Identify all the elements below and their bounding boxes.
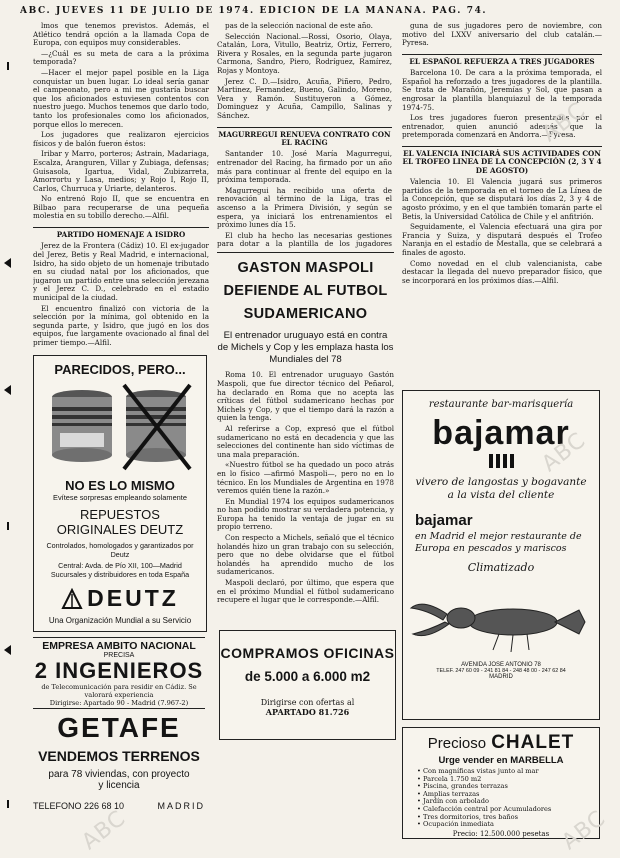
margin-marker (4, 258, 11, 268)
piston-illustration (34, 377, 206, 477)
ad-line: APARTADO 81.726 (265, 707, 350, 717)
article-headline: MAGURREGUI RENUEVA CONTRATO CON EL RACING (217, 127, 392, 148)
ad-line: PRECISA (103, 652, 135, 659)
deutz-brand: DEUTZ (87, 585, 179, 611)
paragraph: Magurregui ha recibido una oferta de renovación al término de la Liga, tras el ascenso a la Primera División, y según se espera, ya iniciará los entrenamientos el próximo lunes día 15. (217, 185, 392, 230)
ad-subtitle: Urge vender en MARBELLA (438, 755, 564, 766)
ad-line: VENDEMOS TERRENOS (38, 748, 200, 764)
paragraph: Barcelona 10. De cara a la próxima temporada, el Español ha reforzado a tres jugadores de la plantilla. Se trata de Marañón, Jeremías y Sol, que pasan a engrosar la plantilla blanquiazul de la temporada 1974-75. (402, 68, 602, 112)
paragraph: Santander 10. José María Magurregui, entrenador del Racing, ha firmado por un año más para continuar al frente del equipo en la próxima temporada. (217, 149, 392, 185)
paragraph: pas de la selección nacional de este año. (225, 22, 373, 30)
ad-phones: TELEF. 247 60 09 - 241 81 84 - 248 48 00 - 247 62 84 (436, 668, 566, 674)
lobster-illustration (403, 578, 599, 662)
ad-footer: Una Organización Mundial a su Servicio (48, 616, 192, 625)
deutz-logo-icon (61, 588, 83, 610)
paragraph: Roma 10. El entrenador uruguayo Gastón Maspoli, que fue director técnico del Peñarol, ha declarado en Roma que no acepta las críticas del fútbol sudamericano hechas por Michels y Cop, y que el tiempo dará la razón a quien la tenga. (217, 370, 394, 423)
wave-icon (489, 454, 493, 468)
feature-item: • Piscina, grandes terrazas (417, 782, 508, 791)
ad-tagline: NO ES LO MISMO (65, 478, 175, 493)
article-headline: PARTIDO HOMENAJE A ISIDRO (33, 227, 209, 239)
article-headline: EL VALENCIA INICIARÁ SUS ACTIVIDADES CON EL TROFEO LINEA DE LA CONCEPCIÓN (2, 3 Y 4 DE AGOSTO) (402, 146, 602, 175)
ad-city: MADRID (489, 674, 513, 680)
ad-contact (403, 838, 599, 839)
deutz-advertisement (33, 355, 207, 632)
paragraph: Seguidamente, el Valencia efectuará una gira por Francia y Suiza, y disputará después el Trofeo Naranja en el estadio de Mestalla, que se celebrará a finales de agosto. (402, 222, 602, 257)
feature-item: • Ocupación inmediata (417, 820, 494, 829)
oficinas-advertisement (219, 630, 396, 740)
ad-originales: ORIGINALES DEUTZ (56, 522, 184, 537)
ad-body: Controlados, homologados y garantizados por Deutz (46, 541, 194, 559)
ad-line: de Telecomunicación para residir en Cádiz. Se valorará experiencia (41, 683, 197, 699)
abc-watermark: ABC (537, 427, 591, 478)
lobster-icon (411, 604, 585, 652)
abc-watermark: ABC (557, 805, 611, 856)
ad-line: de 5.000 a 6.000 m2 (244, 669, 371, 684)
feature-item: • Calefacción central por Acumuladores (417, 804, 552, 813)
maspoli-article (217, 252, 394, 622)
wave-icon (496, 454, 500, 468)
paragraph: lmos que tenemos previstos. Además, el Atlético tendrá opción a la llamada Copa de Europa, con equipos muy considerables. (33, 22, 209, 48)
margin-marker (4, 385, 11, 395)
paragraph: guna de sus jugadores pero de noviembre, con motivo del LXXV aniversario del club catalán.—Pyresa. (402, 22, 602, 48)
piston-icon (52, 390, 112, 462)
ad-title-a: Precioso (427, 735, 487, 752)
chalet-advertisement (402, 727, 600, 839)
feature-item: • Amplias terrazas (417, 789, 480, 798)
paragraph: Con respecto a Michels, señaló que el técnico holandés hizo un gran trabajo con su selección, pero que no debe olvidarse que el fútbol holandés ha aprendido mucho de los sudamericanos. (217, 533, 394, 577)
ad-line: EMPRESA AMBITO NACIONAL (42, 640, 196, 652)
margin-tick (7, 522, 9, 530)
paragraph: Al referirse a Cop, expresó que el fútbol sudamericano no está en decadencia y que las selecciones del continente han sido víctimas de una mala preparación. (217, 423, 394, 459)
paragraph: «Nuestro fútbol se ha quedado un poco atrás en lo físico —afirmó Maspoli—, pero no en lo técnico. En los Mundiales de Argentina en 1978 veremos quién tiene la razón.» (217, 460, 394, 496)
ingenieros-advertisement (33, 637, 205, 709)
ad-line: Dirigirse con ofertas al (260, 698, 355, 707)
abc-watermark: ABC (77, 805, 131, 856)
feature-item: • Con magníficas vistas junto al mar (417, 767, 539, 775)
ad-headline: COMPRAMOS OFICINAS (220, 645, 395, 661)
paragraph: Los tres jugadores fueron presentados por el entrenador, quien anunció además que la pretemporada comenzará en Andorra.—Pyresa. (402, 113, 602, 140)
feature-item: • Parcela 1.750 m2 (417, 774, 482, 783)
paragraph: El encuentro finalizó con victoria de la selección por la mínima, gol obtenido en la segunda parte, y Isidro, que jugó en los dos equipos, fue largamente ovacionado al final del primer tiempo.—Alfil. (33, 303, 209, 347)
bajamar-logo: bajamar (432, 414, 570, 452)
paragraph: Como novedad en el club valencianista, cabe destacar la llegada del nuevo preparador físico, que se incorporará en los próximos días.—Alfil. (402, 258, 602, 285)
ad-headline: GETAFE (57, 712, 181, 743)
ad-line: para 78 viviendas, con proyecto (48, 769, 190, 780)
paragraph: Selección Nacional.—Rossi, Osorio, Olaya, Catalán, Lora, Vitullo, Beatriz, Ortiz, Ferrero, Rivera y Rosales, en la segunda parte jugaron Carmona, Sandro, Piero, Rodríguez, Ramírez, Rojas y Montoya. (217, 31, 392, 75)
ad-climatizado: Climatizado (467, 561, 535, 574)
ad-repuestos: REPUESTOS (80, 507, 160, 522)
ad-top-line: restaurante bar-marisquería (428, 399, 574, 410)
ad-subtagline: Evítese sorpresas empleando solamente (53, 493, 187, 502)
ad-title-b: CHALET (491, 732, 575, 753)
paragraph: —Hacer el mejor papel posible en la Liga conquistar un buen lugar. Lo ideal sería ganar el campeonato, pero a mi me gustaría buscar que los aficionados estuviesen contentos con nuestro juego. Muchos tenemos que darlo todo, tanto los profesionales como los aficionados, porque ellos lo merecen. (33, 67, 209, 129)
wave-icon (503, 454, 507, 468)
ad-line: Dirigirse: Apartado 90 - Madrid (7.967-2) (49, 699, 189, 707)
feature-item: • Jardín con arbolado (417, 797, 489, 806)
ad-slogan: vivero de langostas y bogavante a la vista del cliente (415, 476, 587, 501)
article-column-3 (402, 22, 602, 372)
paragraph: Los jugadores que realizaron ejercicios físicos y de balón fueron éstos: (33, 130, 209, 148)
ad-phone: TELEFONO 226 68 10 (33, 801, 125, 811)
ad-slogan-2: en Madrid el mejor restaurante de Europa en pescados y mariscos (415, 531, 582, 554)
bajamar-logo-small: bajamar (415, 512, 473, 529)
feature-item: • Tres dormitorios, tres baños (417, 812, 518, 821)
ad-line: y licencia (98, 780, 140, 791)
page-header: ABC. JUEVES 11 DE JULIO DE 1974. EDICION DE LA MAÑANA. PAG. 74. (20, 6, 488, 16)
ad-sucursales: Sucursales y distribuidores en toda España (50, 570, 190, 579)
article-subheadline: El entrenador uruguayo está en contra de Michels y Cop y les emplaza hasta los Mundiales del 78 (217, 330, 394, 365)
getafe-advertisement (33, 712, 205, 832)
article-column-1 (33, 22, 209, 352)
wave-icon (510, 454, 514, 468)
paragraph: En Mundial 1974 los equipos sudamericanos no han podido mostrar su verdadera potencia, y Europa ha tenido la ventaja de jugar en su propio terreno. (217, 496, 394, 532)
abc-watermark: ABC (537, 97, 591, 148)
article-column-2 (217, 22, 392, 248)
bajamar-advertisement (402, 390, 600, 720)
ad-headline: PARECIDOS, PERO... (54, 362, 186, 377)
article-headline: EL ESPAÑOL REFUERZA A TRES JUGADORES (402, 54, 602, 66)
paragraph: No entrenó Rojo II, que se encuentra en Bilbao para recuperarse de una pequeña molestia en su tobillo derecho.—Alfil. (33, 194, 209, 221)
paragraph: Valencia 10. El Valencia jugará sus primeros partidos de la temporada en el torneo de La Línea de la Concepción, que se disputará los días 2, 3 y 4 de agosto próximo, y en el que también tomarán parte el Betis, la Universidad Católica de Chile y el anfitrión. (402, 177, 602, 221)
ad-city: MADRID (157, 801, 205, 811)
paragraph: —¿Cuál es su meta de cara a la próxima temporada? (33, 48, 209, 67)
ad-price: Precio: 12.500.000 pesetas (452, 829, 550, 838)
paragraph: Iribar y Marro, porteros; Astrain, Madariaga, Escalza, Aranguren, Villar y Zubiaga, defensas; Guisasola, Igartua, Vidal, Zubizarreta, Amorrortu y Lasa, medios; y Rojo I, Rojo II, Carlos, Churruca y Uriarte, delanteros. (33, 149, 209, 193)
paragraph: Jerez de la Frontera (Cádiz) 10. El ex-jugador del Jerez, Betis y Real Madrid, e internacional, Isidro, ha sido objeto de un homenaje tributado en su ciudad natal por los aficionados, que jugaron un partido entre una selección jerezana y el Jerez C. D., celebrado en el estadio municipal de la ciudad. (33, 241, 209, 303)
ad-central-address: Central: Avda. de Pío XII, 100—Madrid (58, 561, 182, 570)
article-headline: GASTON MASPOLI DEFIENDE AL FUTBOL SUDAMERICANO (223, 260, 388, 322)
paragraph: El club ha hecho las necesarias gestiones para dotar a la plantilla de los jugadores (217, 230, 392, 248)
margin-tick (7, 62, 9, 70)
ad-headline: 2 INGENIEROS (34, 658, 204, 683)
margin-tick (7, 800, 9, 808)
paragraph: Maspoli declaró, por último, que espera que en el próximo Mundial el fútbol sudamericano recupere el lugar que le corresponde.—Alfil. (217, 578, 394, 605)
paragraph: Jerez C. D.—Isidro, Acuña, Piñero, Pedro, Martinez, Fernandez, Bueno, Galindo, Moreno, Vera y Ramón. Sustituyeron a Gómez, Dominguez y Acuña, Campillo, Salinas y Sánchez. (217, 76, 392, 120)
ad-address: AVENIDA JOSE ANTONIO 78 (461, 662, 541, 668)
margin-marker (4, 645, 11, 655)
